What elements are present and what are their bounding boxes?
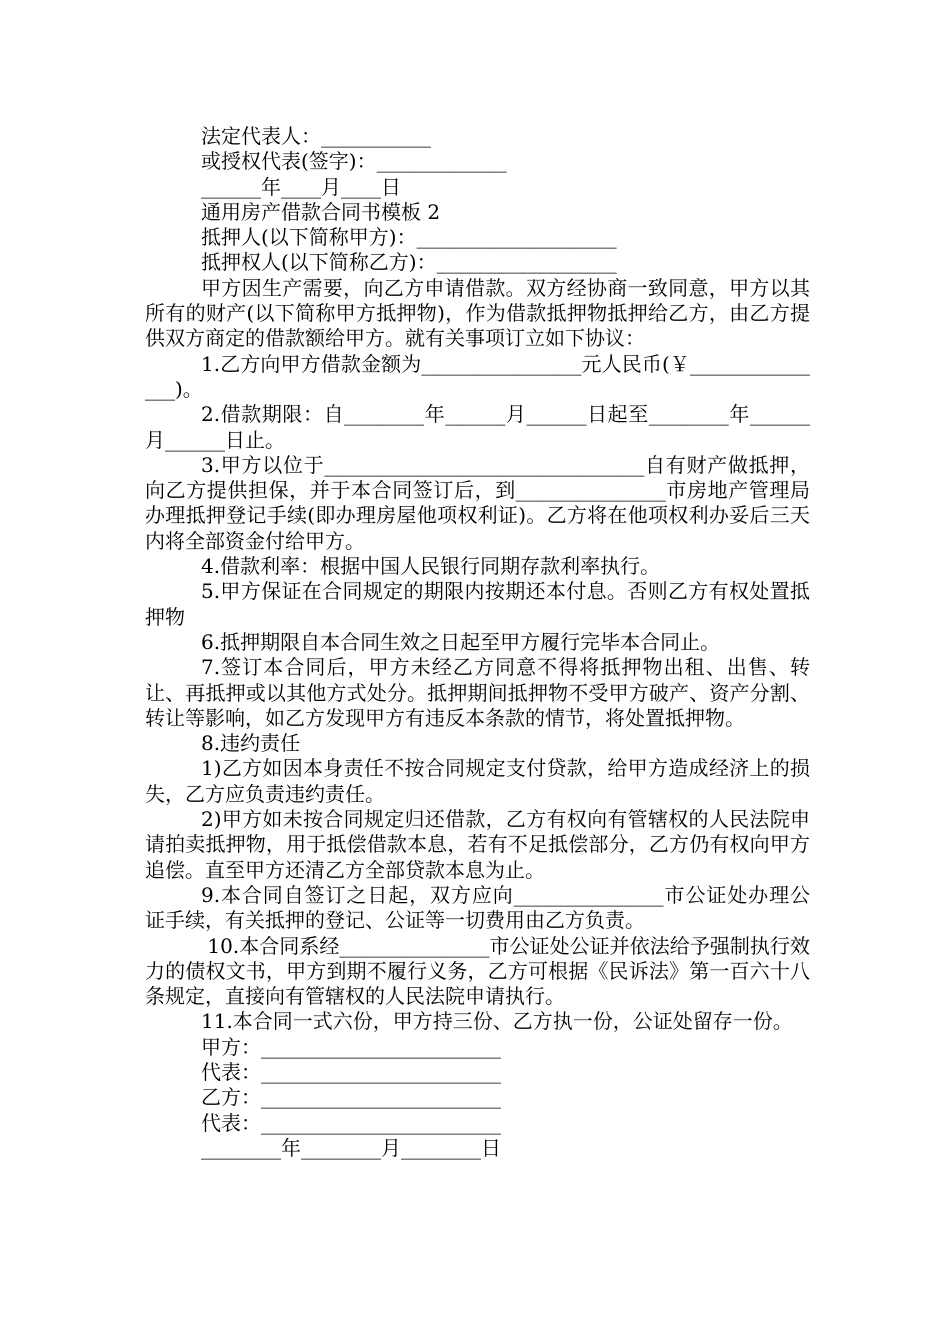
clause-8-heading: 8.违约责任 [201,731,301,756]
clause-8-2: 2)甲方如未按合同规定归还借款，乙方有权向有管辖权的人民法院申请拍卖抵押物，用于抵偿借款本息，若有不足抵偿部分，乙方仍有权向甲方追偿。直至甲方还清乙方全部贷款本息为止。 [145,807,810,882]
mortgagee-line: 抵押权人(以下简称乙方)：__________________ [201,250,617,275]
signature-block [145,1035,810,1161]
clause-2: 2.借款期限：自________年______月______日起至________年______月______日止。 [145,402,810,452]
clause-1: 1.乙方向甲方借款金额为________________元人民币(￥_______________)。 [145,351,810,401]
contract-body [145,276,810,1035]
party-a-representative: 代表：________________________ [201,1059,501,1084]
clause-3: 3.甲方以位于________________________________自有财产做抵押，向乙方提供担保，并于本合同签订后，到_______________市房地产管理局办理抵押登记手续(即办理房屋他项权利证)。乙方将在他项权利办妥后三天内将全部资金付给甲方。 [145,452,810,553]
clause-8-1: 1)乙方如因本身责任不按合同规定支付贷款，给甲方造成经济上的损失，乙方应负责违约责任。 [145,756,810,806]
clause-10: 10.本合同系经_______________市公证处公证并依法给予强制执行效力的债权文书，甲方到期不履行义务，乙方可根据《民诉法》第一百六十八条规定，直接向有管辖权的人民法院申请执行。 [145,933,811,1009]
clause-7: 7.签订本合同后，甲方未经乙方同意不得将抵押物出租、出售、转让、再抵押或以其他方式处分。抵押期间抵押物不受甲方破产、资产分割、转让等影响，如乙方发现甲方有违反本条款的情节，将处置抵押物。 [145,655,810,730]
mortgagor-line: 抵押人(以下简称甲方)：____________________ [201,225,617,250]
contract-document [145,124,810,1161]
clause-5: 5.甲方保证在合同规定的期限内按期还本付息。否则乙方有权处置抵押物 [145,579,810,629]
party-b-representative: 代表：________________________ [201,1110,501,1135]
clause-11: 11.本合同一式六份，甲方持三份、乙方执一份，公证处留存一份。 [201,1009,793,1034]
header-lines [145,124,810,276]
party-a-signature: 甲方：________________________ [201,1034,501,1059]
signing-date: ________年________月________日 [201,1135,501,1160]
legal-representative-line: 法定代表人：___________ [201,124,431,148]
date-line: ______年____月____日 [201,174,401,199]
authorized-representative-line: 或授权代表(签字)：_____________ [201,149,507,174]
intro-paragraph: 甲方因生产需要，向乙方申请借款。双方经协商一致同意，甲方以其所有的财产(以下简称甲方抵押物)，作为借款抵押物抵押给乙方，由乙方提供双方商定的借款额给甲方。就有关事项订立如下协议： [145,275,810,351]
contract-title: 通用房产借款合同书模板 2 [201,199,441,224]
clause-6: 6.抵押期限自本合同生效之日起至甲方履行完毕本合同止。 [201,629,721,654]
clause-9: 9.本合同自签订之日起，双方应向_______________市公证处办理公证手续，有关抵押的登记、公证等一切费用由乙方负责。 [145,882,810,933]
party-b-signature: 乙方：________________________ [201,1085,501,1110]
clause-4: 4.借款利率：根据中国人民银行同期存款利率执行。 [201,554,661,579]
